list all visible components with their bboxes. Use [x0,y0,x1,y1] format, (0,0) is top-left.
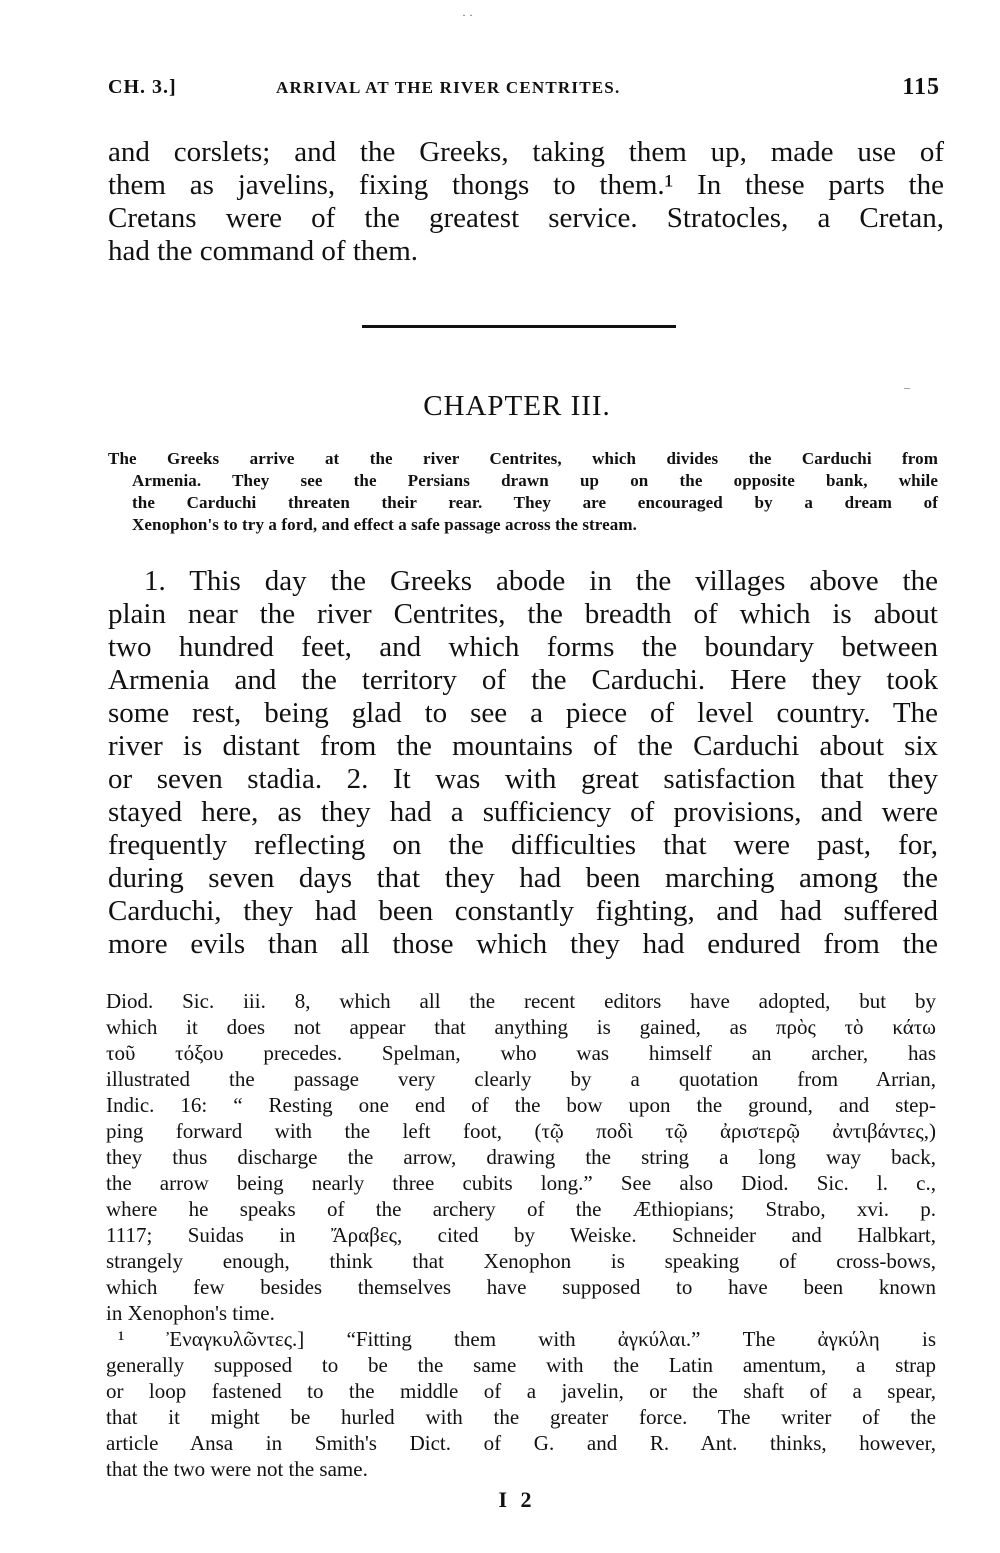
chapter-body [108,565,938,961]
text-line: and corslets; and the Greeks, taking them up, made use of [108,136,944,168]
footnote-line: ¹ Ἐναγκυλῶντες.] “Fitting them with ἀγκύλαι.” The ἀγκύλη is [118,1327,936,1351]
text-line: them as javelins, fixing thongs to them.¹ In these parts the [108,169,944,201]
footnote-line: the arrow being nearly three cubits long.” See also Diod. Sic. l. c., [106,1171,936,1195]
body-line: frequently reflecting on the difficulties that were past, for, [108,829,938,861]
footnote-line: or loop fastened to the middle of a javelin, or the shaft of a spear, [106,1379,936,1403]
footnote-line: they thus discharge the arrow, drawing the string a long way back, [106,1145,936,1169]
running-head [108,74,940,104]
argument-line: Armenia. They see the Persians drawn up on the opposite bank, while [132,471,938,490]
section-divider [362,325,676,328]
footnote-line: generally supposed to be the same with the Latin amentum, a strap [106,1353,936,1377]
chapter-argument [108,448,938,536]
opening-paragraph [108,136,944,268]
body-line: or seven stadia. 2. It was with great satisfaction that they [108,763,938,795]
body-line: two hundred feet, and which forms the boundary between [108,631,938,663]
footnotes [106,988,936,1482]
footnote-line: that the two were not the same. [106,1457,368,1481]
footnote-line: in Xenophon's time. [106,1301,275,1325]
body-line: stayed here, as they had a sufficiency of provisions, and were [108,796,938,828]
footnote-line: illustrated the passage very clearly by a quotation from Arrian, [106,1067,936,1091]
footnote-line: Diod. Sic. iii. 8, which all the recent editors have adopted, but by [106,989,936,1013]
body-line: during seven days that they had been marching among the [108,862,938,894]
text-line: had the command of them. [108,235,419,267]
footnote-line: strangely enough, think that Xenophon is speaking of cross-bows, [106,1249,936,1273]
print-speck: ¯ [904,386,910,400]
footnote-line: ping forward with the left foot, (τῷ ποδὶ τῷ ἀριστερῷ ἀντιβάντες,) [106,1119,936,1143]
body-line: more evils than all those which they had endured from the [108,928,938,960]
body-line: plain near the river Centrites, the breadth of which is about [108,598,938,630]
footnote-line: τοῦ τόξου precedes. Spelman, who was himself an archer, has [106,1041,936,1065]
footnote-line: that it might be hurled with the greater force. The writer of the [106,1405,936,1429]
chapter-heading: CHAPTER III. [423,390,611,422]
argument-line: Xenophon's to try a ford, and effect a safe passage across the stream. [132,515,637,534]
text-line: Cretans were of the greatest service. Stratocles, a Cretan, [108,202,944,234]
page-number: 115 [902,74,940,100]
argument-line: the Carduchi threaten their rear. They are encouraged by a dream of [132,493,938,512]
footnote-line: which it does not appear that anything is gained, as πρὸς τὸ κάτω [106,1015,936,1039]
body-line: 1. This day the Greeks abode in the villages above the [144,565,938,597]
running-head-chapter: CH. 3.] [108,76,177,98]
argument-line: The Greeks arrive at the river Centrites, which divides the Carduchi from [108,449,938,468]
print-speck: · · [462,8,473,22]
body-line: river is distant from the mountains of the Carduchi about six [108,730,938,762]
footnote-line: which few besides themselves have supposed to have been known [106,1275,936,1299]
footnote-line: Indic. 16: “ Resting one end of the bow upon the ground, and step- [106,1093,936,1117]
signature-mark: I 2 [498,1487,536,1512]
body-line: Armenia and the territory of the Carduchi. Here they took [108,664,938,696]
body-line: some rest, being glad to see a piece of level country. The [108,697,938,729]
footnote-line: 1117; Suidas in Ἄραβες, cited by Weiske. Schneider and Halbkart, [106,1223,936,1247]
running-head-title: ARRIVAL AT THE RIVER CENTRITES. [276,78,621,97]
footnote-line: article Ansa in Smith's Dict. of G. and R. Ant. thinks, however, [106,1431,936,1455]
footnote-line: where he speaks of the archery of the Æthiopians; Strabo, xvi. p. [106,1197,936,1221]
body-line: Carduchi, they had been constantly fighting, and had suffered [108,895,938,927]
